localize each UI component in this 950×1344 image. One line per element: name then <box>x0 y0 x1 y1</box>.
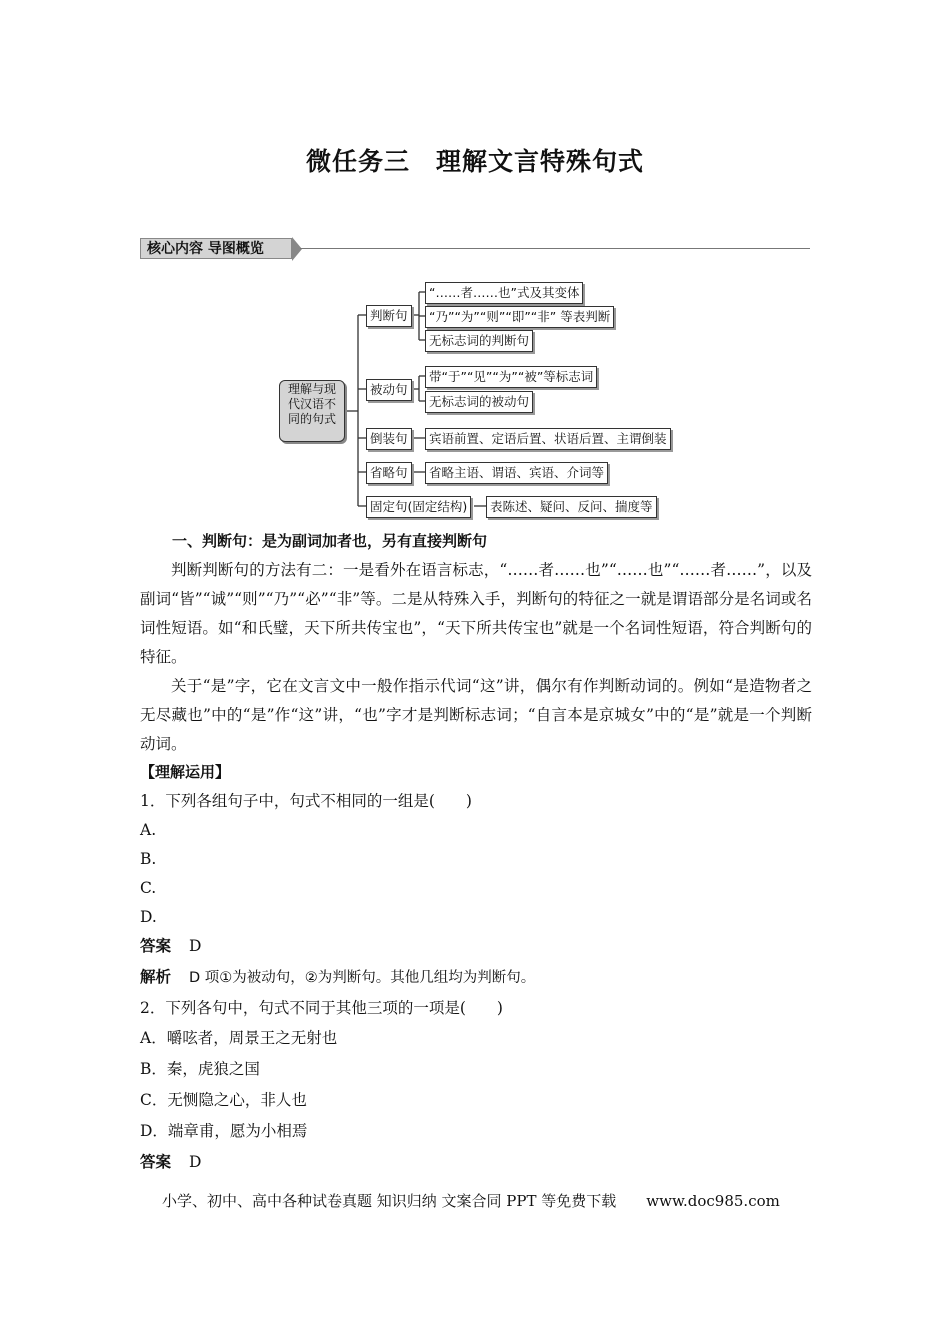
leaf-omitted-1: 省略主语、谓语、宾语、介词等 <box>425 462 608 484</box>
question-2-answer <box>140 1148 201 1177</box>
section-tag-arrow <box>292 237 302 261</box>
analysis-text: D 项①为被动句，②为判断句。其他几组均为判断句。 <box>189 970 536 986</box>
mind-map-root: 理解与现 代汉语不 同的句式 <box>279 380 345 442</box>
branch-fixed: 固定句(固定结构) <box>366 496 471 518</box>
question-1-option-a: A. <box>140 821 157 839</box>
leaf-inverted-1: 宾语前置、定语后置、状语后置、主谓倒装 <box>425 428 671 450</box>
question-2-option-b: B．秦，虎狼之国 <box>140 1060 260 1078</box>
answer-value: D <box>189 1153 202 1171</box>
section-tag: 核心内容 导图概览 <box>140 238 292 259</box>
answer-label: 答案 <box>140 1153 172 1171</box>
footer-url[interactable]: www.doc985.com <box>646 1192 780 1210</box>
question-1-answer <box>140 932 201 961</box>
answer-value: D <box>189 937 202 955</box>
footer-text: 小学、初中、高中各种试卷真题 知识归纳 文案合同 PPT 等免费下载 <box>162 1192 617 1210</box>
question-2-option-a: A．嚼呟者，周景王之无射也 <box>140 1029 338 1047</box>
leaf-judgment-2: “乃”“为”“则”“即”“非” 等表判断 <box>425 306 614 328</box>
section-divider <box>300 248 810 249</box>
mind-map-connectors <box>0 0 950 530</box>
practice-label: 【理解运用】 <box>140 763 231 781</box>
page-title: 微任务三 理解文言特殊句式 <box>305 147 644 176</box>
page-footer <box>162 1190 780 1211</box>
question-2-option-c: C．无恻隐之心，非人也 <box>140 1091 307 1109</box>
paragraph-2: 关于“是”字，它在文言文中一般作指示代词“这”讲，偶尔有作判断动词的。例如“是造物者之无尽藏也”中的“是”作“这”讲，“也”字才是判断标志词；“自言本是京城女”中的“是”就是一个判断动词。 <box>140 677 812 753</box>
branch-passive: 被动句 <box>366 379 412 401</box>
branch-inverted: 倒装句 <box>366 428 412 450</box>
leaf-passive-2: 无标志词的被动句 <box>425 391 533 413</box>
question-1-option-b: B. <box>140 850 157 868</box>
leaf-judgment-3: 无标志词的判断句 <box>425 330 533 352</box>
question-1-analysis <box>140 963 535 993</box>
leaf-judgment-1: “……者……也”式及其变体 <box>425 282 583 304</box>
paragraph-1: 判断判断句的方法有二：一是看外在语言标志，“……者……也”“……也”“……者……”，以及副词“皆”“诚”“则”“乃”“必”“非”等。二是从特殊入手，判断句的特征之一就是谓语部分是名词或名词性短语。如“和氏璧，天下所共传宝也”，“天下所共传宝也”就是一个名词性短语，符合判断句的特征。 <box>140 561 812 666</box>
question-1-option-c: C. <box>140 879 157 897</box>
branch-judgment: 判断句 <box>366 305 412 327</box>
leaf-passive-1: 带“于”“见”“为”“被”等标志词 <box>425 366 597 388</box>
question-1-option-d: D. <box>140 908 157 926</box>
question-2-stem: 2．下列各句中，句式不同于其他三项的一项是( ) <box>140 999 503 1017</box>
section-heading: 一、判断句：是为副词加者也，另有直接判断句 <box>172 532 488 550</box>
analysis-label: 解析 <box>140 968 172 986</box>
branch-omitted: 省略句 <box>366 462 412 484</box>
leaf-fixed-1: 表陈述、疑问、反问、揣度等 <box>486 496 657 518</box>
question-2-option-d: D．端章甫，愿为小相焉 <box>140 1122 308 1140</box>
answer-label: 答案 <box>140 937 172 955</box>
question-1-stem: 1．下列各组句子中，句式不相同的一组是( ) <box>140 792 472 810</box>
